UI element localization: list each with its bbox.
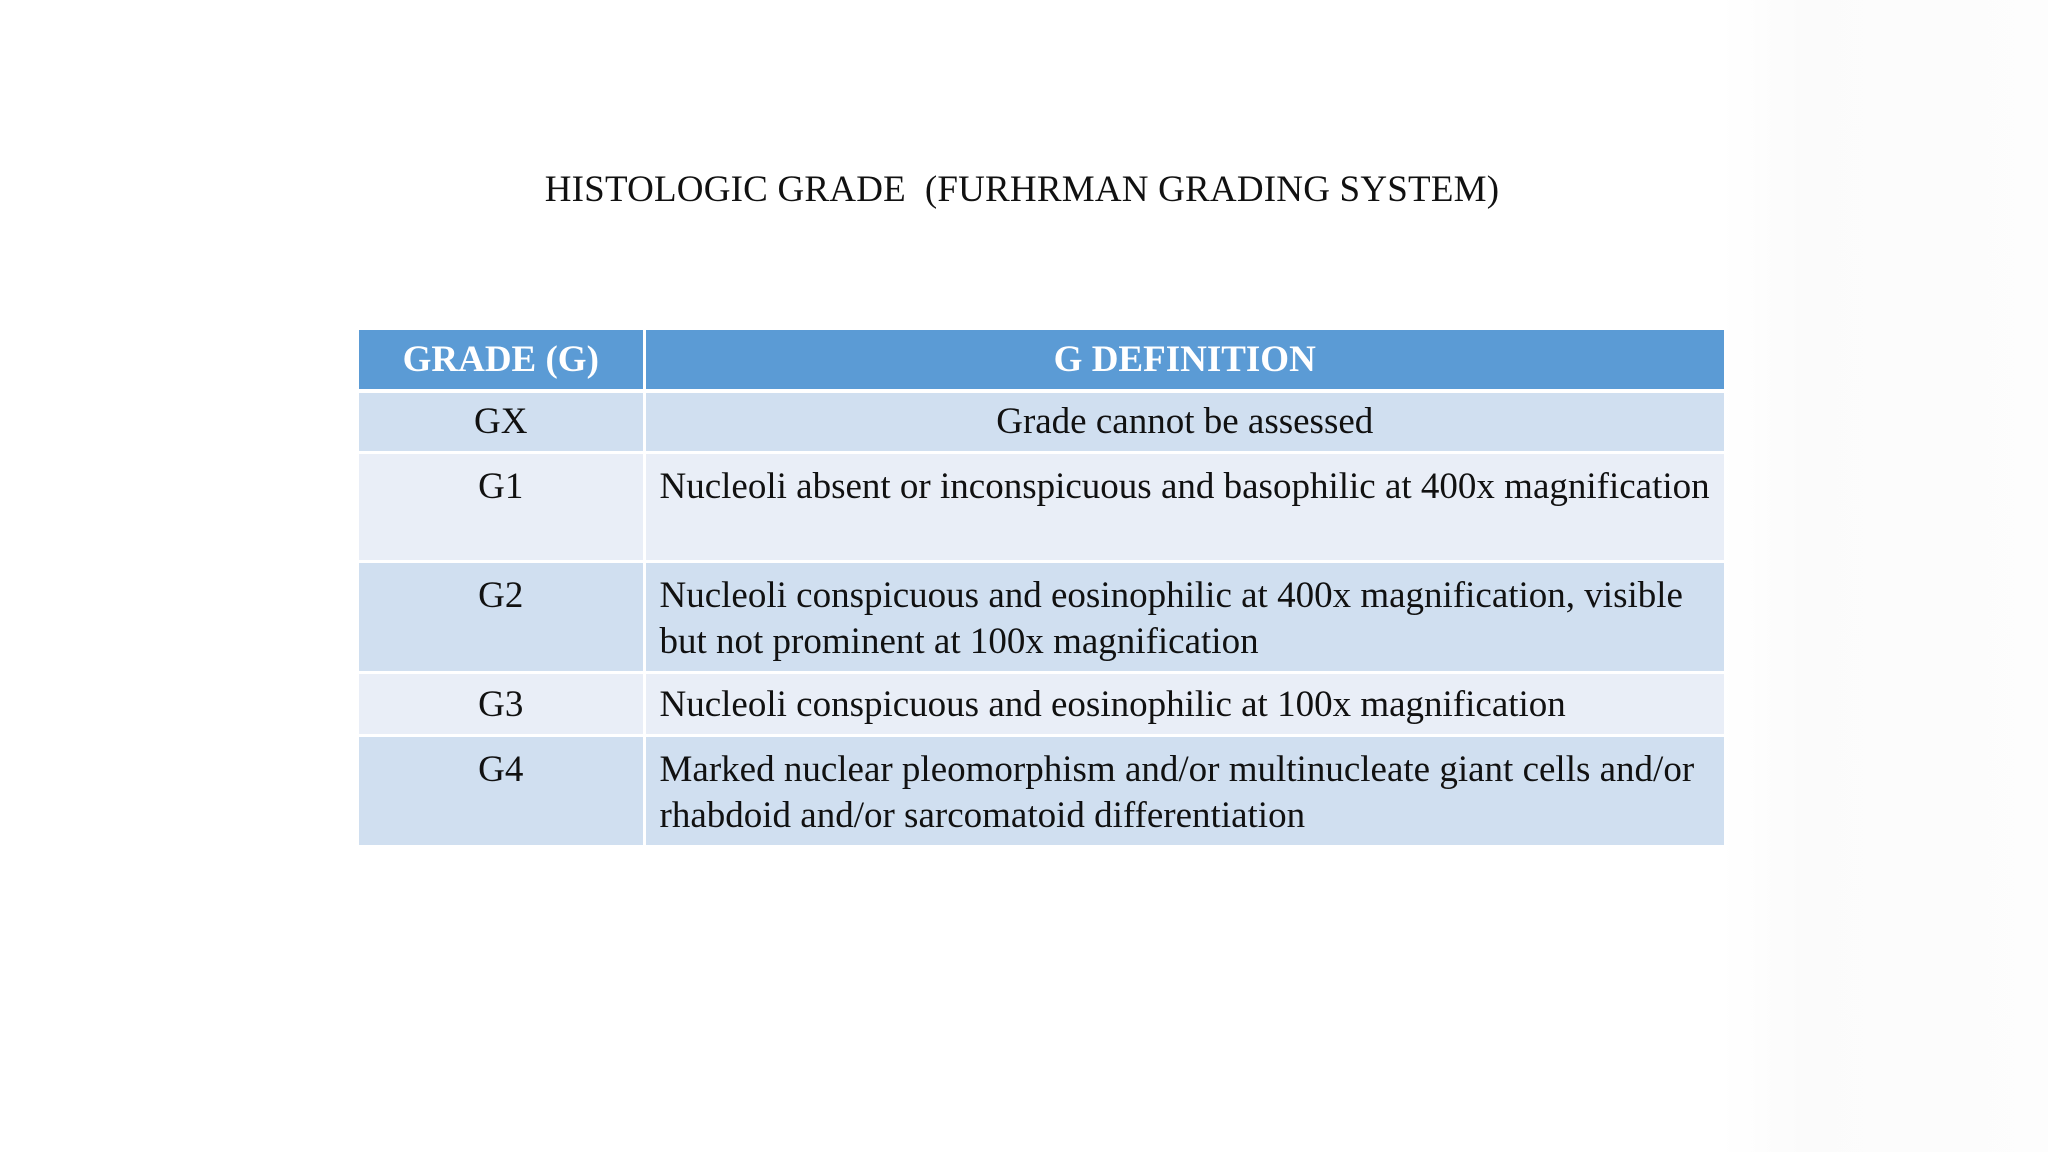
slide-title: HISTOLOGIC GRADE (FURHRMAN GRADING SYSTEM) xyxy=(544,169,1500,210)
definition-cell: Nucleoli conspicuous and eosinophilic at 400x magnification, visible but not prominent at 100x magnification xyxy=(644,562,1724,673)
definition-cell: Nucleoli conspicuous and eosinophilic at 100x magnification xyxy=(644,673,1724,736)
table-header-row xyxy=(359,330,1724,391)
grade-cell: GX xyxy=(359,391,644,453)
grade-cell: G3 xyxy=(359,673,644,736)
grade-cell: G4 xyxy=(359,736,644,847)
table-row xyxy=(359,562,1724,673)
table-row xyxy=(359,736,1724,847)
furhrman-grade-table xyxy=(359,330,1724,848)
grade-cell: G1 xyxy=(359,453,644,562)
header-grade: GRADE (G) xyxy=(359,330,644,391)
definition-cell: Grade cannot be assessed xyxy=(644,391,1724,453)
definition-cell: Nucleoli absent or inconspicuous and basophilic at 400x magnification xyxy=(644,453,1724,562)
grade-cell: G2 xyxy=(359,562,644,673)
table-row xyxy=(359,673,1724,736)
definition-cell: Marked nuclear pleomorphism and/or multinucleate giant cells and/or rhabdoid and/or sarcomatoid differentiation xyxy=(644,736,1724,847)
table-row xyxy=(359,453,1724,562)
table-row xyxy=(359,391,1724,453)
header-definition: G DEFINITION xyxy=(644,330,1724,391)
